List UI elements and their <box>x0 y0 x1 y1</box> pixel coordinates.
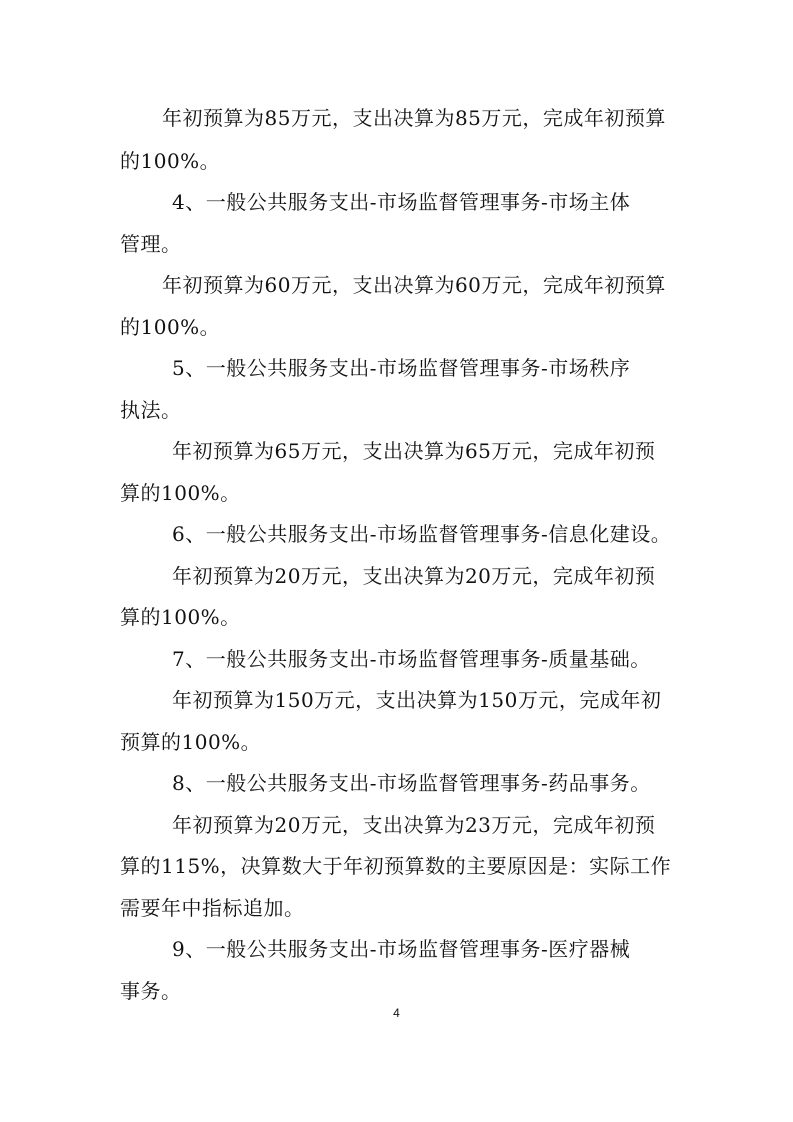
paragraph-line: 年初预算为85万元，支出决算为85万元，完成年初预算 <box>162 106 666 130</box>
paragraph-line: 算的115%，决算数大于年初预算数的主要原因是：实际工作 <box>120 854 672 878</box>
section-heading-line: 6、一般公共服务支出-市场监督管理事务-信息化建设。 <box>172 522 672 546</box>
paragraph-line: 年初预算为20万元，支出决算为20万元，完成年初预 <box>172 564 656 588</box>
paragraph-line: 的100%。 <box>120 315 221 339</box>
section-heading-line: 9、一般公共服务支出-市场监督管理事务-医疗器械 <box>172 937 631 961</box>
paragraph-line: 的100%。 <box>120 149 221 173</box>
paragraph-line: 年初预算为20万元，支出决算为23万元，完成年初预 <box>172 813 656 837</box>
paragraph-line: 需要年中指标追加。 <box>120 896 305 920</box>
paragraph-line: 预算的100%。 <box>120 730 262 754</box>
section-heading-line: 7、一般公共服务支出-市场监督管理事务-质量基础。 <box>172 647 651 671</box>
section-heading-line: 事务。 <box>120 979 182 1003</box>
paragraph-line: 算的100%。 <box>120 605 241 629</box>
section-heading-line: 执法。 <box>120 398 182 422</box>
paragraph-line: 年初预算为60万元，支出决算为60万元，完成年初预算 <box>162 273 666 297</box>
section-heading-line: 4、一般公共服务支出-市场监督管理事务-市场主体 <box>172 190 631 214</box>
section-heading-line: 5、一般公共服务支出-市场监督管理事务-市场秩序 <box>172 356 631 380</box>
paragraph-line: 年初预算为150万元，支出决算为150万元，完成年初 <box>172 688 662 712</box>
section-heading-line: 8、一般公共服务支出-市场监督管理事务-药品事务。 <box>172 771 651 795</box>
paragraph-line: 年初预算为65万元，支出决算为65万元，完成年初预 <box>172 439 656 463</box>
paragraph-line: 算的100%。 <box>120 481 241 505</box>
section-heading-line: 管理。 <box>120 232 182 256</box>
page-number: 4 <box>393 1006 400 1020</box>
